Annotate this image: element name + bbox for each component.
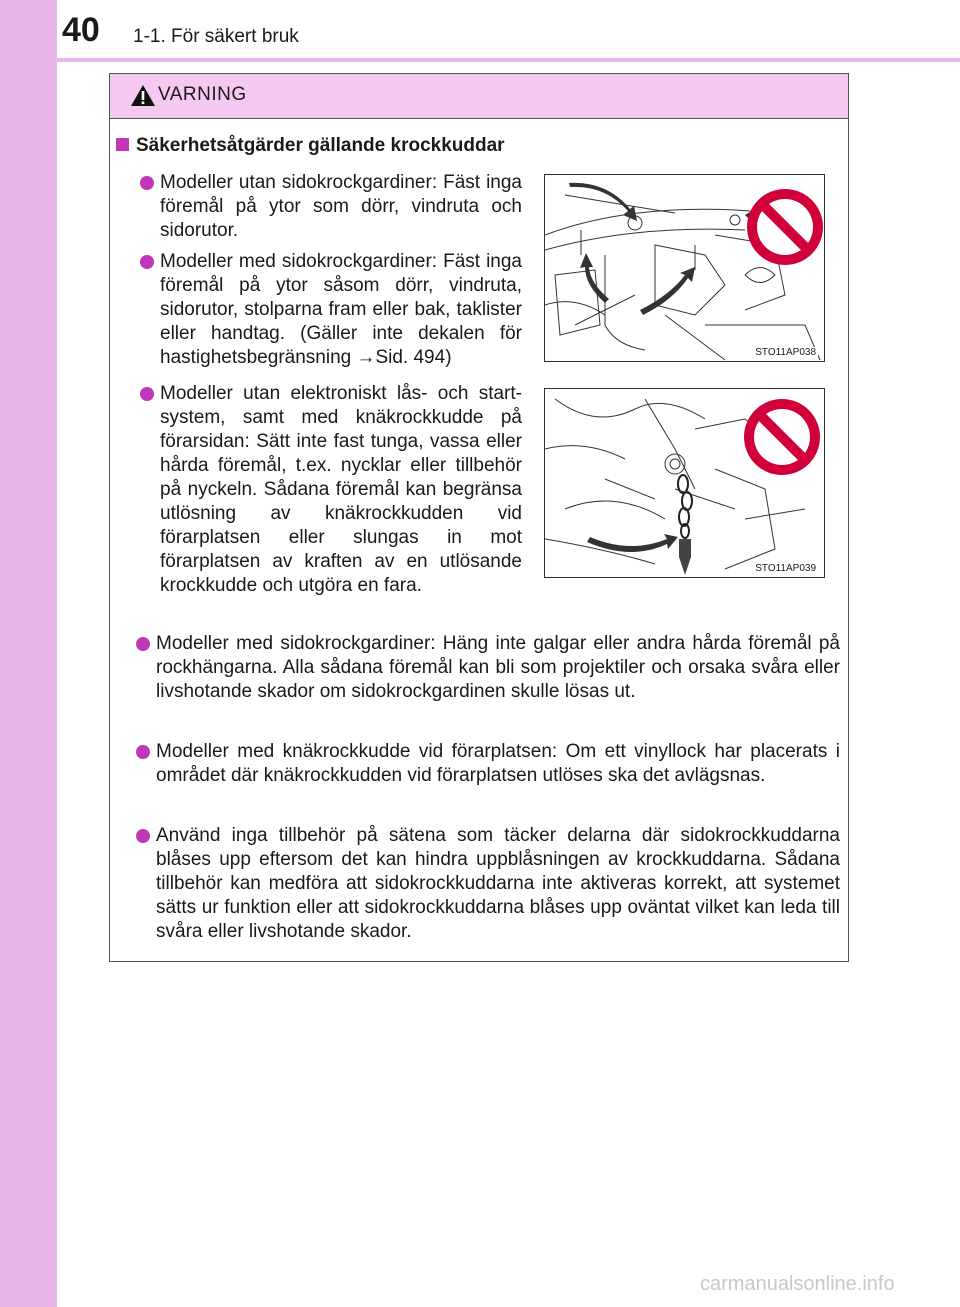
section-title: 1-1. För säkert bruk <box>133 26 299 47</box>
bullet-text: Modeller med sidokrockgardiner: Fäst inga föremål på ytor såsom dörr, vindruta, sidorutor, stolparna fram eller bak, taklister eller handtag. (Gäller inte dekalen för hastighetsbegränsning →Sid. 494) <box>160 251 522 368</box>
list-item <box>160 250 522 370</box>
bullet-dot-icon <box>140 176 154 190</box>
warning-triangle-icon <box>130 84 156 107</box>
bullet-text: Modeller med knäkrockkudde vid förarplatsen: Om ett vinyllock har placerats i området där knäkrockkudden vid förarplatsen utlöses ska det avlägsnas. <box>156 741 840 786</box>
warning-box <box>109 73 849 962</box>
figure-code: STO11AP039 <box>755 563 816 574</box>
warning-label: VARNING <box>158 84 247 105</box>
warning-subheading <box>116 134 505 158</box>
list-item <box>156 740 840 788</box>
bullet-text: Modeller utan sidokrockgardiner: Fäst inga föremål på ytor som dörr, vindruta och sidorutor. <box>160 172 522 241</box>
warning-header <box>110 74 848 119</box>
list-item <box>160 171 522 243</box>
figure-no-objects-on-surfaces <box>544 174 825 362</box>
bullet-text: Använd inga tillbehör på sätena som täcker delarna där sidokrockkuddarna blåses upp eftersom det kan hindra uppblåsningen av krockkuddarna. Sådana tillbehör kan medföra att sidokrockkuddarna inte aktiveras korrekt, att systemet sätts ur funktion eller att sidokrockkuddarna blåses upp oväntat vilket kan leda till svåra eller livshotande skador. <box>156 825 840 942</box>
header-divider <box>0 58 960 62</box>
car-interior-illustration <box>545 175 825 362</box>
bullet-dot-icon <box>140 387 154 401</box>
figure-code: STO11AP038 <box>755 347 816 358</box>
bullet-dot-icon <box>140 255 154 269</box>
page-number: 40 <box>62 11 100 49</box>
subheading-text: Säkerhetsåtgärder gällande krockkuddar <box>136 135 505 156</box>
list-item <box>160 382 522 598</box>
list-item <box>156 824 840 944</box>
chapter-tab-strip <box>0 0 57 1307</box>
figure-no-keychain-objects <box>544 388 825 578</box>
list-item <box>156 632 840 704</box>
ignition-key-illustration <box>545 389 825 578</box>
square-bullet-icon <box>116 138 129 151</box>
site-watermark: carmanualsonline.info <box>700 1273 895 1295</box>
bullet-dot-icon <box>136 745 150 759</box>
bullet-dot-icon <box>136 637 150 651</box>
bullet-text: Modeller med sidokrockgardiner: Häng inte galgar eller andra hårda föremål på rockhängarna. Alla sådana föremål kan bli som projektiler och orsaka svåra eller livshotande skador om sidokrockgardinen skulle lösas ut. <box>156 633 840 702</box>
bullet-text: Modeller utan elektroniskt lås- och startsystem, samt med knäkrockkudde på förarsidan: Sätt inte fast tunga, vassa eller hårda föremål, t.ex. nycklar eller tillbehör på nyckeln. Sådana föremål kan begränsa utlösning av knäkrockkudden vid förarplatsen eller slungas in mot förarplatsen av kraften av en utlösande krockkudde och utgöra en fara. <box>160 383 522 596</box>
bullet-dot-icon <box>136 829 150 843</box>
